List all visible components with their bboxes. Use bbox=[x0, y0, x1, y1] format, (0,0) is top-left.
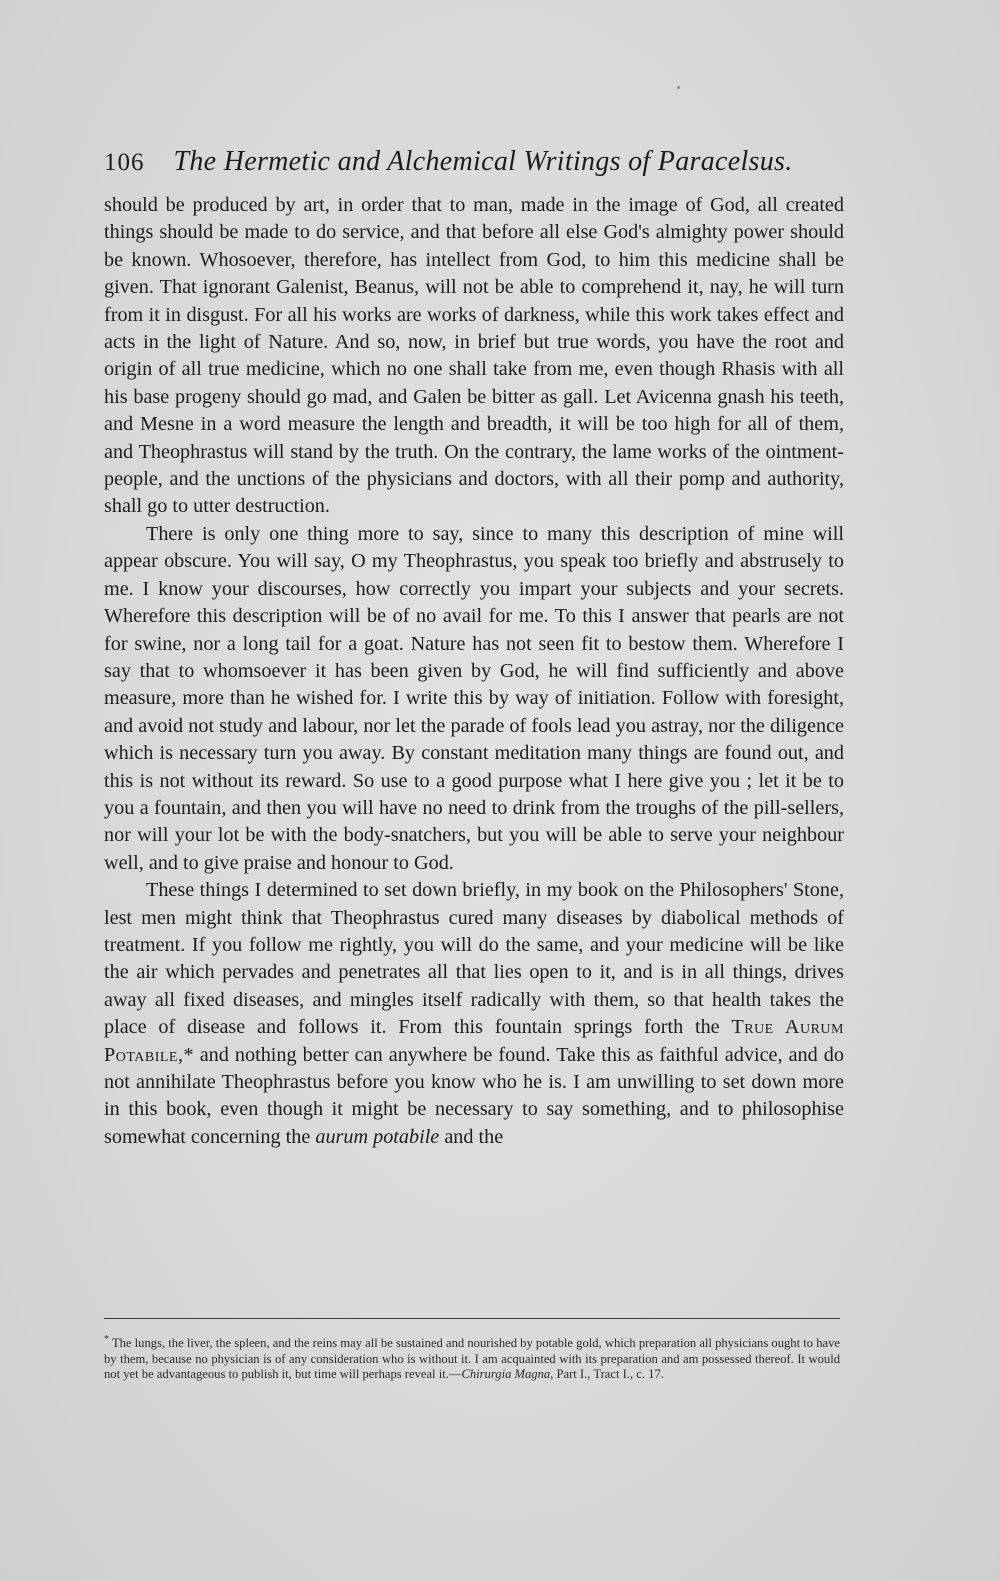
paper-speck bbox=[677, 86, 680, 89]
running-title: The Hermetic and Alchemical Writings of Paracelsus. bbox=[173, 146, 793, 177]
paragraph-1: should be produced by art, in order that to man, made in the image of God, all created things should be made to do service, and that before all else God's almighty power should be known. Whosoever, therefore, has intellect from God, to him this medicine shall be given. That ignorant Galenist, Beanus, will not be able to comprehend it, nay, he will turn from it in disgust. For all his works are works of darkness, while this work takes effect and acts in the light of Nature. And so, now, in brief but true words, you have the root and origin of all true medicine, which no one shall take from me, even though Rhasis with all his base progeny should go mad, and Galen be bitter as gall. Let Avicenna gnash his teeth, and Mesne in a word measure the length and breadth, it will be too high for all of them, and Theophrastus will stand by the truth. On the contrary, the lame works of the ointment-people, and the unctions of the physicians and doctors, with all their pomp and authority, shall go to utter destruction. bbox=[104, 194, 844, 518]
paragraph-3-text-after: and the bbox=[439, 1125, 504, 1148]
aurum-potabile-smallcaps: True Aurum Potabile, bbox=[104, 1016, 844, 1066]
footnote-reference-marker: * bbox=[183, 1043, 194, 1066]
footnote-source-title: Chirurgia Magna bbox=[461, 1367, 551, 1381]
paragraph-3-text-middle: and nothing better can anywhere be found. Take this as faithful advice, and do not annihilate Theophrastus before you know who he is. I am unwilling to set down more in this book, even though it might be necessary to say something, and to philosophise somewhat concerning the bbox=[104, 1043, 844, 1148]
paragraph-2: There is only one thing more to say, since to many this description of mine will appear obscure. You will say, O my Theophrastus, you speak too briefly and abstrusely to me. I know your discourses, how correctly you impart your subjects and your secrets. Wherefore this description will be of no avail for me. To this I answer that pearls are not for swine, nor a long tail for a goat. Nature has not seen fit to bestow them. Wherefore I say that to whomsoever it has been given by God, he will find sufficiently and above measure, more than he wished for. I write this by way of initiation. Follow with foresight, and avoid not study and labour, nor let the parade of fools lead you astray, nor the diligence which is necessary turn you away. By constant meditation many things are found out, and this is not without its reward. So use to a good purpose what I here give you ; let it be to you a fountain, and then you will have no need to drink from the troughs of the pill-sellers, nor will your lot be with the body-snatchers, but you will be able to serve your neighbour well, and to give praise and honour to God. bbox=[104, 522, 844, 874]
body-text bbox=[104, 192, 844, 1151]
paragraph-3 bbox=[104, 877, 844, 1151]
running-header bbox=[104, 142, 844, 182]
footnote-text: The lungs, the liver, the spleen, and the reins may all be sustained and nourished by potable gold, which preparation all physicians ought to have by them, because no physician is of any consideration who is without it. I am acquainted with its preparation and am possessed thereof. It would not yet be advantageous to publish it, but time will perhaps reveal it.— bbox=[104, 1336, 840, 1381]
aurum-potabile-italic: aurum potabile bbox=[315, 1125, 440, 1148]
footnote-marker: * bbox=[104, 1333, 109, 1345]
footnote bbox=[104, 1333, 840, 1383]
paragraph-3-text-before: These things I determined to set down briefly, in my book on the Philosophers' Stone, lest men might think that Theophrastus cured many diseases by diabolical methods of treatment. If you follow me rightly, you will do the same, and your medicine will be like the air which pervades and penetrates all that lies open to it, and is in all things, drives away all fixed diseases, and mingles itself radically with them, so that health takes the place of disease and follows it. From this fountain springs forth the bbox=[104, 879, 844, 1039]
page-number: 106 bbox=[104, 149, 145, 176]
footnote-divider bbox=[104, 1318, 840, 1319]
footnote-source-reference: , Part I., Tract I., c. 17. bbox=[550, 1367, 664, 1381]
